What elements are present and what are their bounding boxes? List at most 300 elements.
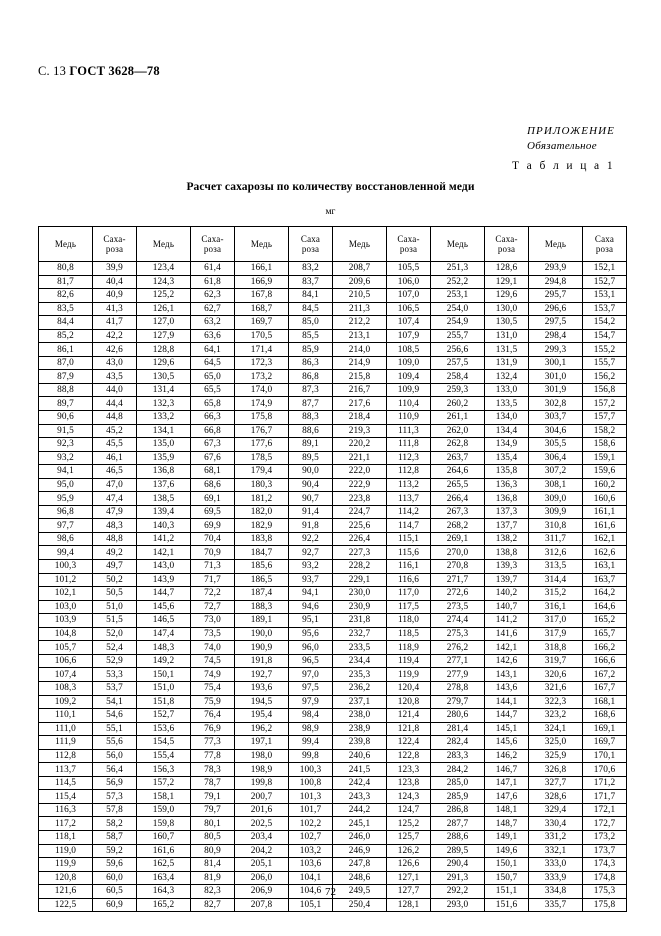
cell-sucrose: 131,5	[485, 343, 529, 357]
cell-sucrose: 171,7	[583, 790, 627, 804]
cell-sucrose: 65,8	[191, 397, 235, 411]
cell-copper: 174,0	[235, 383, 289, 397]
cell-copper: 298,4	[529, 329, 583, 343]
cell-sucrose: 78,7	[191, 776, 235, 790]
cell-copper: 142,1	[137, 546, 191, 560]
cell-copper: 80,8	[39, 262, 93, 276]
cell-sucrose: 118,9	[387, 641, 431, 655]
cell-sucrose: 137,7	[485, 519, 529, 533]
cell-sucrose: 136,8	[485, 492, 529, 506]
cell-copper: 282,4	[431, 736, 485, 750]
table-row	[39, 858, 627, 872]
cell-sucrose: 73,0	[191, 614, 235, 628]
cell-sucrose: 110,4	[387, 397, 431, 411]
cell-sucrose: 159,1	[583, 451, 627, 465]
cell-copper: 191,8	[235, 654, 289, 668]
cell-sucrose: 102,2	[289, 817, 333, 831]
cell-copper: 181,2	[235, 492, 289, 506]
cell-copper: 204,2	[235, 844, 289, 858]
cell-copper: 129,6	[137, 356, 191, 370]
cell-copper: 161,6	[137, 844, 191, 858]
cell-copper: 171,4	[235, 343, 289, 357]
cell-copper: 195,4	[235, 709, 289, 723]
col-header-sucrose-1-line2: роза	[105, 244, 124, 254]
cell-sucrose: 56,0	[93, 749, 137, 763]
cell-sucrose: 172,7	[583, 817, 627, 831]
cell-sucrose: 144,1	[485, 695, 529, 709]
col-header-sucrose-1-line1: Саха-	[103, 233, 126, 244]
cell-sucrose: 168,6	[583, 709, 627, 723]
cell-copper: 333,0	[529, 858, 583, 872]
table-row	[39, 519, 627, 533]
cell-sucrose: 92,7	[289, 546, 333, 560]
cell-sucrose: 118,5	[387, 627, 431, 641]
cell-copper: 311,7	[529, 532, 583, 546]
cell-sucrose: 120,8	[387, 695, 431, 709]
cell-sucrose: 44,8	[93, 411, 137, 425]
cell-copper: 168,7	[235, 302, 289, 316]
cell-copper: 223,8	[333, 492, 387, 506]
cell-sucrose: 68,6	[191, 478, 235, 492]
cell-sucrose: 71,3	[191, 560, 235, 574]
cell-sucrose: 118,0	[387, 614, 431, 628]
cell-sucrose: 46,1	[93, 451, 137, 465]
cell-copper: 133,2	[137, 411, 191, 425]
cell-sucrose: 130,0	[485, 302, 529, 316]
cell-sucrose: 99,4	[289, 736, 333, 750]
cell-copper: 299,3	[529, 343, 583, 357]
cell-copper: 304,6	[529, 424, 583, 438]
col-header-copper-1: Медь	[39, 227, 93, 262]
table-row	[39, 275, 627, 289]
cell-sucrose: 123,3	[387, 763, 431, 777]
cell-sucrose: 107,0	[387, 289, 431, 303]
cell-sucrose: 103,6	[289, 858, 333, 872]
cell-sucrose: 75,9	[191, 695, 235, 709]
cell-sucrose: 63,2	[191, 316, 235, 330]
cell-sucrose: 168,1	[583, 695, 627, 709]
cell-sucrose: 123,8	[387, 776, 431, 790]
appendix-block	[527, 124, 615, 154]
cell-sucrose: 71,7	[191, 573, 235, 587]
cell-copper: 106,6	[39, 654, 93, 668]
cell-sucrose: 128,1	[387, 898, 431, 912]
cell-sucrose: 104,1	[289, 871, 333, 885]
cell-sucrose: 142,6	[485, 654, 529, 668]
cell-sucrose: 169,1	[583, 722, 627, 736]
cell-copper: 166,1	[235, 262, 289, 276]
cell-copper: 331,2	[529, 830, 583, 844]
cell-sucrose: 99,8	[289, 749, 333, 763]
cell-sucrose: 173,2	[583, 830, 627, 844]
table-row	[39, 803, 627, 817]
cell-sucrose: 53,3	[93, 668, 137, 682]
cell-copper: 111,0	[39, 722, 93, 736]
cell-copper: 169,7	[235, 316, 289, 330]
cell-sucrose: 70,4	[191, 532, 235, 546]
table-row	[39, 871, 627, 885]
cell-sucrose: 167,2	[583, 668, 627, 682]
cell-sucrose: 55,6	[93, 736, 137, 750]
cell-copper: 88,8	[39, 383, 93, 397]
cell-copper: 317,0	[529, 614, 583, 628]
cell-sucrose: 72,2	[191, 587, 235, 601]
cell-copper: 279,7	[431, 695, 485, 709]
cell-sucrose: 60,9	[93, 898, 137, 912]
cell-copper: 157,2	[137, 776, 191, 790]
cell-copper: 273,5	[431, 600, 485, 614]
cell-copper: 245,1	[333, 817, 387, 831]
cell-sucrose: 81,9	[191, 871, 235, 885]
table-row	[39, 505, 627, 519]
cell-copper: 230,9	[333, 600, 387, 614]
cell-sucrose: 50,2	[93, 573, 137, 587]
cell-sucrose: 89,5	[289, 451, 333, 465]
cell-copper: 264,6	[431, 465, 485, 479]
cell-copper: 210,5	[333, 289, 387, 303]
cell-sucrose: 66,8	[191, 424, 235, 438]
cell-sucrose: 92,2	[289, 532, 333, 546]
cell-sucrose: 65,5	[191, 383, 235, 397]
cell-copper: 261,1	[431, 411, 485, 425]
cell-sucrose: 89,1	[289, 438, 333, 452]
cell-sucrose: 98,9	[289, 722, 333, 736]
table-row	[39, 451, 627, 465]
cell-copper: 308,1	[529, 478, 583, 492]
cell-copper: 116,3	[39, 803, 93, 817]
table-row	[39, 343, 627, 357]
cell-copper: 199,8	[235, 776, 289, 790]
cell-sucrose: 79,7	[191, 803, 235, 817]
cell-copper: 214,9	[333, 356, 387, 370]
cell-sucrose: 47,9	[93, 505, 137, 519]
cell-sucrose: 50,5	[93, 587, 137, 601]
cell-sucrose: 97,5	[289, 681, 333, 695]
table-row	[39, 654, 627, 668]
cell-sucrose: 143,6	[485, 681, 529, 695]
cell-copper: 120,8	[39, 871, 93, 885]
cell-sucrose: 52,0	[93, 627, 137, 641]
cell-sucrose: 104,6	[289, 885, 333, 899]
table-row	[39, 736, 627, 750]
cell-sucrose: 96,0	[289, 641, 333, 655]
cell-sucrose: 110,9	[387, 411, 431, 425]
cell-copper: 178,5	[235, 451, 289, 465]
cell-sucrose: 172,1	[583, 803, 627, 817]
units-label: мг	[325, 207, 336, 217]
cell-sucrose: 139,3	[485, 560, 529, 574]
cell-copper: 253,1	[431, 289, 485, 303]
cell-copper: 291,3	[431, 871, 485, 885]
cell-sucrose: 156,2	[583, 370, 627, 384]
cell-sucrose: 82,7	[191, 898, 235, 912]
col-header-sucrose-3-line1: Саха	[300, 233, 321, 244]
cell-sucrose: 54,6	[93, 709, 137, 723]
cell-sucrose: 135,8	[485, 465, 529, 479]
cell-copper: 230,0	[333, 587, 387, 601]
cell-sucrose: 150,1	[485, 858, 529, 872]
cell-copper: 172,3	[235, 356, 289, 370]
cell-copper: 119,0	[39, 844, 93, 858]
cell-sucrose: 169,7	[583, 736, 627, 750]
cell-copper: 160,7	[137, 830, 191, 844]
cell-copper: 124,3	[137, 275, 191, 289]
cell-copper: 216,7	[333, 383, 387, 397]
cell-copper: 255,7	[431, 329, 485, 343]
cell-sucrose: 69,5	[191, 505, 235, 519]
cell-copper: 256,6	[431, 343, 485, 357]
cell-copper: 238,9	[333, 722, 387, 736]
cell-sucrose: 74,9	[191, 668, 235, 682]
cell-sucrose: 100,3	[289, 763, 333, 777]
cell-copper: 87,0	[39, 356, 93, 370]
table-body	[39, 262, 627, 912]
cell-copper: 235,3	[333, 668, 387, 682]
cell-copper: 246,9	[333, 844, 387, 858]
cell-copper: 243,3	[333, 790, 387, 804]
cell-sucrose: 88,6	[289, 424, 333, 438]
table-row	[39, 763, 627, 777]
cell-copper: 242,4	[333, 776, 387, 790]
cell-sucrose: 39,9	[93, 262, 137, 276]
cell-copper: 201,6	[235, 803, 289, 817]
cell-sucrose: 68,1	[191, 465, 235, 479]
cell-copper: 127,0	[137, 316, 191, 330]
cell-sucrose: 162,6	[583, 546, 627, 560]
cell-copper: 113,7	[39, 763, 93, 777]
cell-copper: 215,8	[333, 370, 387, 384]
table-title: Расчет сахарозы по количеству восстановленной меди	[186, 181, 475, 193]
cell-copper: 334,8	[529, 885, 583, 899]
cell-copper: 158,1	[137, 790, 191, 804]
cell-copper: 293,9	[529, 262, 583, 276]
appendix-title: ПРИЛОЖЕНИЕ	[527, 125, 615, 137]
cell-copper: 104,8	[39, 627, 93, 641]
cell-sucrose: 97,0	[289, 668, 333, 682]
cell-copper: 303,7	[529, 411, 583, 425]
cell-copper: 187,4	[235, 587, 289, 601]
cell-copper: 292,2	[431, 885, 485, 899]
cell-sucrose: 58,2	[93, 817, 137, 831]
cell-sucrose: 98,4	[289, 709, 333, 723]
cell-copper: 82,6	[39, 289, 93, 303]
cell-sucrose: 174,3	[583, 858, 627, 872]
cell-sucrose: 58,7	[93, 830, 137, 844]
cell-sucrose: 69,1	[191, 492, 235, 506]
cell-sucrose: 133,0	[485, 383, 529, 397]
cell-sucrose: 147,6	[485, 790, 529, 804]
cell-sucrose: 151,1	[485, 885, 529, 899]
cell-sucrose: 145,1	[485, 722, 529, 736]
cell-copper: 156,3	[137, 763, 191, 777]
cell-sucrose: 100,8	[289, 776, 333, 790]
cell-copper: 190,0	[235, 627, 289, 641]
cell-sucrose: 135,4	[485, 451, 529, 465]
cell-sucrose: 149,1	[485, 830, 529, 844]
cell-sucrose: 77,3	[191, 736, 235, 750]
cell-copper: 271,7	[431, 573, 485, 587]
cell-copper: 188,3	[235, 600, 289, 614]
cell-sucrose: 51,0	[93, 600, 137, 614]
cell-copper: 112,8	[39, 749, 93, 763]
cell-copper: 122,5	[39, 898, 93, 912]
cell-copper: 147,4	[137, 627, 191, 641]
cell-sucrose: 127,1	[387, 871, 431, 885]
cell-sucrose: 105,1	[289, 898, 333, 912]
cell-copper: 275,3	[431, 627, 485, 641]
table-row	[39, 532, 627, 546]
cell-copper: 234,4	[333, 654, 387, 668]
cell-sucrose: 69,9	[191, 519, 235, 533]
cell-sucrose: 151,6	[485, 898, 529, 912]
cell-copper: 155,4	[137, 749, 191, 763]
cell-copper: 194,5	[235, 695, 289, 709]
cell-copper: 325,0	[529, 736, 583, 750]
cell-sucrose: 164,2	[583, 587, 627, 601]
cell-sucrose: 148,7	[485, 817, 529, 831]
table-row	[39, 262, 627, 276]
cell-sucrose: 157,2	[583, 397, 627, 411]
cell-sucrose: 140,7	[485, 600, 529, 614]
cell-sucrose: 113,7	[387, 492, 431, 506]
col-header-sucrose-5-line2: роза	[497, 244, 516, 254]
cell-copper: 211,3	[333, 302, 387, 316]
standard-label: ГОСТ 3628—78	[69, 64, 160, 78]
cell-sucrose: 130,5	[485, 316, 529, 330]
cell-copper: 319,7	[529, 654, 583, 668]
cell-sucrose: 147,1	[485, 776, 529, 790]
cell-sucrose: 138,2	[485, 532, 529, 546]
cell-copper: 312,6	[529, 546, 583, 560]
cell-copper: 328,6	[529, 790, 583, 804]
appendix-subtitle: Обязательное	[527, 139, 597, 152]
cell-sucrose: 161,1	[583, 505, 627, 519]
cell-copper: 159,8	[137, 817, 191, 831]
cell-sucrose: 41,7	[93, 316, 137, 330]
cell-sucrose: 134,9	[485, 438, 529, 452]
cell-sucrose: 145,6	[485, 736, 529, 750]
table-row	[39, 709, 627, 723]
cell-sucrose: 174,8	[583, 871, 627, 885]
cell-copper: 297,5	[529, 316, 583, 330]
cell-sucrose: 96,5	[289, 654, 333, 668]
cell-copper: 102,1	[39, 587, 93, 601]
cell-sucrose: 44,0	[93, 383, 137, 397]
cell-copper: 91,5	[39, 424, 93, 438]
cell-copper: 231,8	[333, 614, 387, 628]
cell-sucrose: 120,4	[387, 681, 431, 695]
cell-copper: 167,8	[235, 289, 289, 303]
cell-sucrose: 155,2	[583, 343, 627, 357]
cell-copper: 270,0	[431, 546, 485, 560]
table-row	[39, 438, 627, 452]
cell-copper: 289,5	[431, 844, 485, 858]
cell-copper: 119,9	[39, 858, 93, 872]
cell-sucrose: 157,7	[583, 411, 627, 425]
cell-sucrose: 109,4	[387, 370, 431, 384]
cell-copper: 263,7	[431, 451, 485, 465]
cell-copper: 136,8	[137, 465, 191, 479]
cell-sucrose: 129,6	[485, 289, 529, 303]
cell-sucrose: 48,8	[93, 532, 137, 546]
cell-sucrose: 74,5	[191, 654, 235, 668]
table-row	[39, 546, 627, 560]
cell-sucrose: 133,5	[485, 397, 529, 411]
table-row	[39, 844, 627, 858]
cell-copper: 83,5	[39, 302, 93, 316]
cell-copper: 123,4	[137, 262, 191, 276]
cell-copper: 272,6	[431, 587, 485, 601]
cell-sucrose: 152,7	[583, 275, 627, 289]
cell-copper: 218,4	[333, 411, 387, 425]
cell-sucrose: 86,8	[289, 370, 333, 384]
table-row	[39, 627, 627, 641]
cell-sucrose: 45,2	[93, 424, 137, 438]
cell-sucrose: 175,3	[583, 885, 627, 899]
cell-sucrose: 153,1	[583, 289, 627, 303]
cell-copper: 93,2	[39, 451, 93, 465]
cell-copper: 326,8	[529, 763, 583, 777]
cell-copper: 193,6	[235, 681, 289, 695]
cell-copper: 97,7	[39, 519, 93, 533]
cell-copper: 109,2	[39, 695, 93, 709]
cell-sucrose: 160,2	[583, 478, 627, 492]
cell-sucrose: 65,0	[191, 370, 235, 384]
cell-sucrose: 90,0	[289, 465, 333, 479]
cell-copper: 315,2	[529, 587, 583, 601]
cell-copper: 332,1	[529, 844, 583, 858]
cell-copper: 296,6	[529, 302, 583, 316]
col-header-sucrose-6	[583, 227, 627, 262]
cell-copper: 164,3	[137, 885, 191, 899]
cell-sucrose: 43,5	[93, 370, 137, 384]
cell-copper: 287,7	[431, 817, 485, 831]
cell-sucrose: 40,9	[93, 289, 137, 303]
cell-sucrose: 73,5	[191, 627, 235, 641]
cell-sucrose: 74,0	[191, 641, 235, 655]
cell-copper: 117,2	[39, 817, 93, 831]
cell-sucrose: 90,7	[289, 492, 333, 506]
cell-copper: 162,5	[137, 858, 191, 872]
cell-copper: 166,9	[235, 275, 289, 289]
cell-sucrose: 62,7	[191, 302, 235, 316]
cell-copper: 251,3	[431, 262, 485, 276]
cell-copper: 270,8	[431, 560, 485, 574]
cell-copper: 293,0	[431, 898, 485, 912]
cell-copper: 84,4	[39, 316, 93, 330]
cell-sucrose: 170,6	[583, 763, 627, 777]
cell-sucrose: 59,2	[93, 844, 137, 858]
cell-sucrose: 119,4	[387, 654, 431, 668]
cell-copper: 183,8	[235, 532, 289, 546]
cell-copper: 179,4	[235, 465, 289, 479]
cell-copper: 103,9	[39, 614, 93, 628]
cell-copper: 99,4	[39, 546, 93, 560]
cell-sucrose: 101,7	[289, 803, 333, 817]
cell-copper: 307,2	[529, 465, 583, 479]
cell-copper: 86,1	[39, 343, 93, 357]
cell-sucrose: 160,6	[583, 492, 627, 506]
cell-sucrose: 64,5	[191, 356, 235, 370]
cell-sucrose: 128,6	[485, 262, 529, 276]
cell-sucrose: 46,5	[93, 465, 137, 479]
cell-copper: 141,2	[137, 532, 191, 546]
cell-sucrose: 165,7	[583, 627, 627, 641]
cell-copper: 177,6	[235, 438, 289, 452]
cell-copper: 309,9	[529, 505, 583, 519]
cell-copper: 131,4	[137, 383, 191, 397]
cell-sucrose: 47,4	[93, 492, 137, 506]
